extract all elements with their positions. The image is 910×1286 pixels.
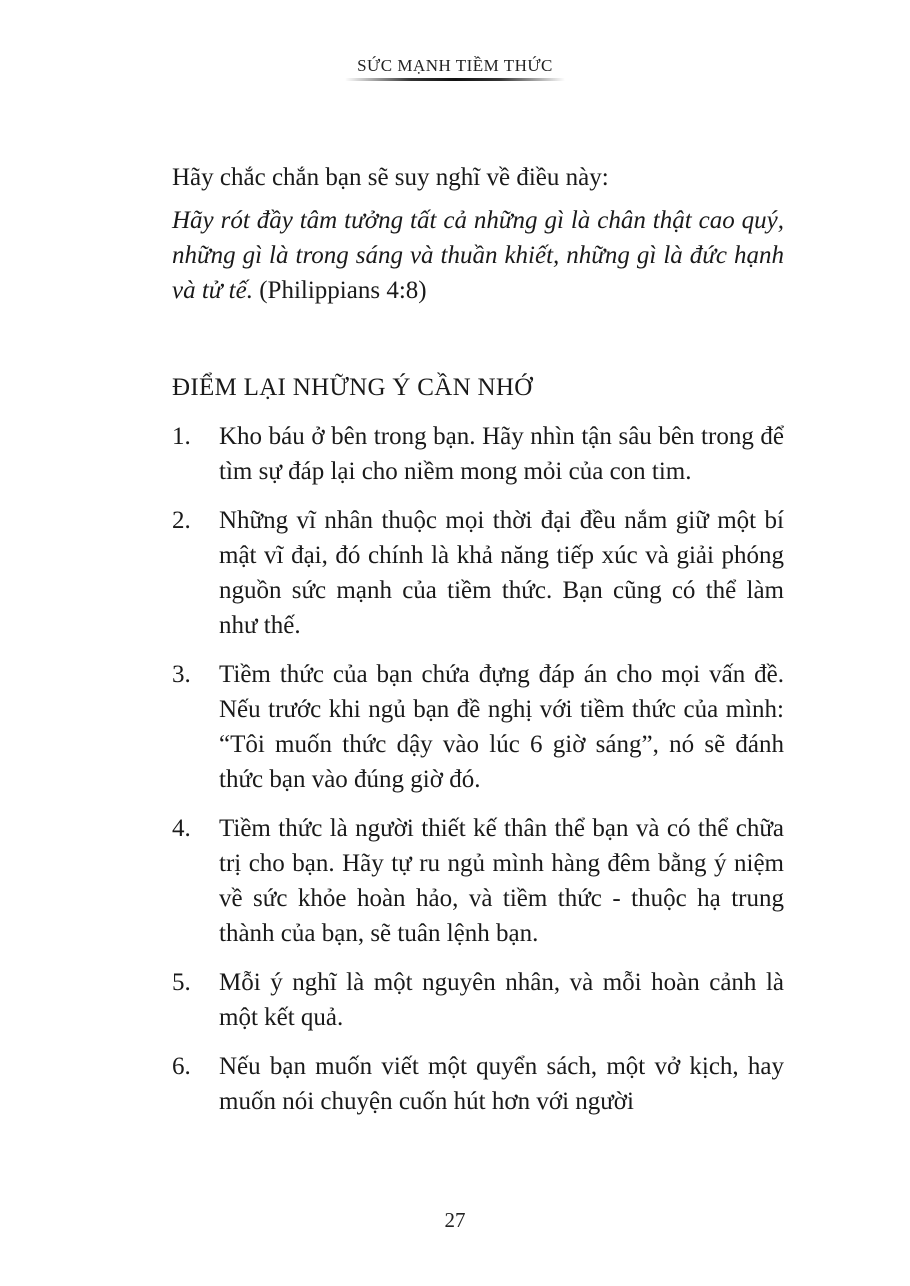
list-item [172, 1049, 784, 1119]
list-item-text: Mỗi ý nghĩ là một nguyên nhân, và mỗi hoàn cảnh là một kết quả. [219, 969, 784, 1031]
section-heading: ĐIỂM LẠI NHỮNG Ý CẦN NHỚ [172, 374, 533, 401]
intro-paragraph: Hãy chắc chắn bạn sẽ suy nghĩ về điều này: [172, 164, 609, 191]
list-item [172, 811, 784, 951]
list-item [172, 657, 784, 797]
list-item-text: Kho báu ở bên trong bạn. Hãy nhìn tận sâu bên trong để tìm sự đáp lại cho niềm mong mỏi của con tim. [219, 423, 784, 485]
list-item-number: 4. [172, 815, 191, 842]
list-item-text: Tiềm thức là người thiết kế thân thể bạn và có thể chữa trị cho bạn. Hãy tự ru ngủ mình hàng đêm bằng ý niệm về sức khỏe hoàn hảo, và tiềm thức - thuộc hạ trung thành của bạn, sẽ tuân lệnh bạn. [219, 815, 784, 947]
list-item-number: 6. [172, 1053, 191, 1080]
list-item-text: Tiềm thức của bạn chứa đựng đáp án cho mọi vấn đề. Nếu trước khi ngủ bạn đề nghị với tiềm thức của mình: “Tôi muốn thức dậy vào lúc 6 giờ sáng”, nó sẽ đánh thức bạn vào đúng giờ đó. [219, 661, 784, 793]
header-rule [345, 78, 565, 81]
list-item-number: 2. [172, 507, 191, 534]
quote-citation: (Philippians 4:8) [252, 277, 427, 304]
list-item [172, 503, 784, 643]
page-body [172, 160, 784, 1133]
quote-text: Hãy rót đầy tâm tưởng tất cả những gì là chân thật cao quý, những gì là trong sáng và thuần khiết, những gì là đức hạnh và tử tế. [172, 207, 784, 304]
list-item-text: Nếu bạn muốn viết một quyển sách, một vở kịch, hay muốn nói chuyện cuốn hút hơn với người [219, 1053, 784, 1115]
key-points-list [172, 419, 784, 1119]
list-item-text: Những vĩ nhân thuộc mọi thời đại đều nắm giữ một bí mật vĩ đại, đó chính là khả năng tiếp xúc và giải phóng nguồn sức mạnh của tiềm thức. Bạn cũng có thể làm như thế. [219, 507, 784, 639]
running-header-title: SỨC MẠNH TIỀM THỨC [357, 56, 553, 75]
list-item [172, 965, 784, 1035]
list-item [172, 419, 784, 489]
page-number: 27 [444, 1208, 466, 1232]
list-item-number: 1. [172, 423, 191, 450]
quote-paragraph [172, 203, 784, 308]
list-item-number: 3. [172, 661, 191, 688]
list-item-number: 5. [172, 969, 191, 996]
